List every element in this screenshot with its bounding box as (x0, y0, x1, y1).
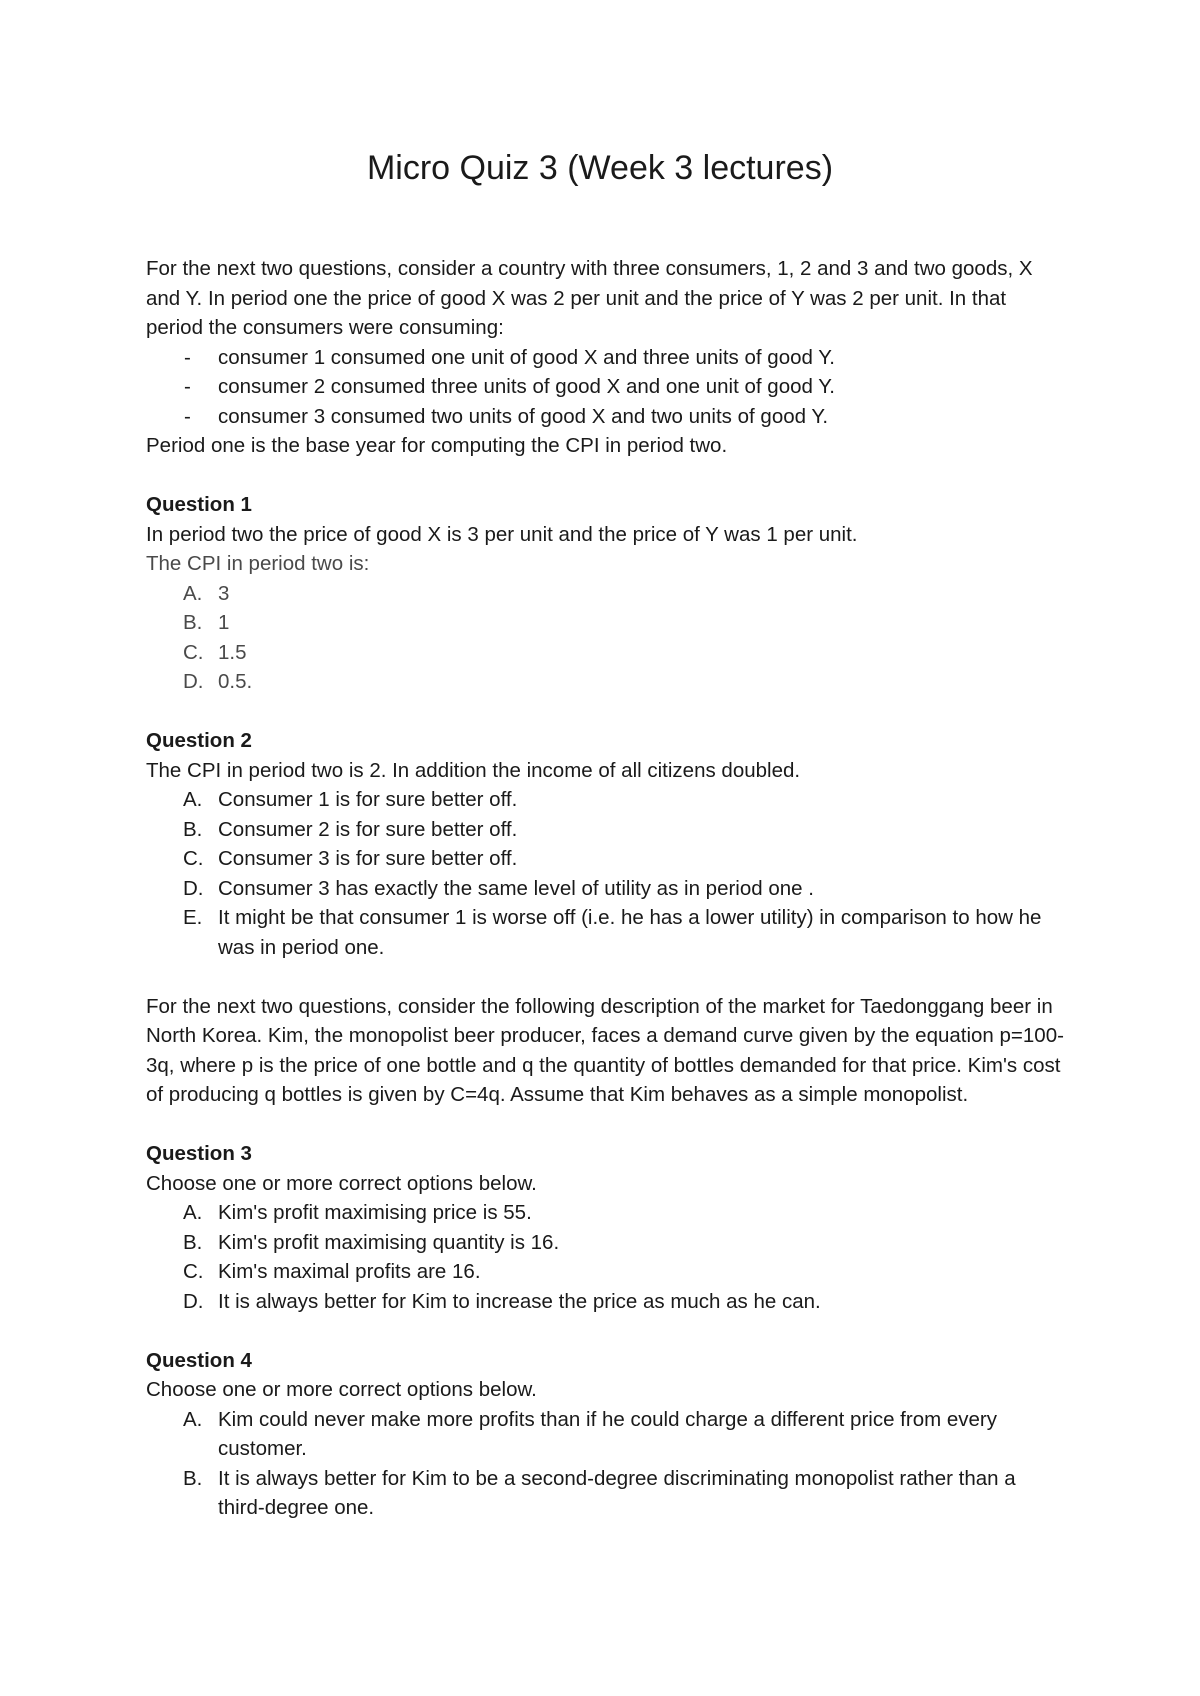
list-item-text: consumer 3 consumed two units of good X and two units of good Y. (218, 404, 829, 428)
option-text: 1.5 (218, 640, 247, 664)
option-item (146, 1198, 1066, 1228)
option-marker: A. (183, 1407, 203, 1431)
intro-paragraph-1: For the next two questions, consider a country with three consumers, 1, 2 and 3 and two goods, X and Y. In period one the price of good X was 2 per unit and the price of Y was 2 per unit. In that period the consumers were consuming: (146, 257, 1033, 339)
option-marker: A. (183, 1201, 203, 1224)
option-marker: D. (183, 670, 204, 693)
option-item (146, 608, 1066, 638)
option-item (146, 667, 1066, 697)
spacer (146, 697, 1066, 727)
option-item (146, 1287, 1066, 1317)
option-text: It might be that consumer 1 is worse off (i.e. he has a lower utility) in comparison to how he was in period one. (218, 906, 1042, 959)
option-text: Kim's profit maximising quantity is 16. (218, 1230, 560, 1254)
option-item (146, 903, 1066, 962)
option-item (146, 815, 1066, 845)
option-marker: C. (183, 1260, 204, 1283)
list-marker: - (184, 345, 191, 369)
option-text: 0.5. (218, 670, 253, 693)
option-item (146, 1464, 1066, 1523)
question-1-options (146, 579, 1066, 697)
option-marker: B. (183, 1466, 203, 1490)
question-4-line-1: Choose one or more correct options below. (146, 1378, 537, 1401)
spacer (146, 461, 1066, 491)
option-marker: D. (183, 1289, 204, 1313)
option-text: Kim's profit maximising price is 55. (218, 1201, 532, 1224)
question-4-heading: Question 4 (146, 1348, 252, 1372)
option-marker: A. (183, 581, 203, 605)
intro-closing: Period one is the base year for computing the CPI in period two. (146, 434, 728, 457)
page-title: Micro Quiz 3 (Week 3 lectures) (366, 149, 834, 187)
option-text: It is always better for Kim to be a second-degree discriminating monopolist rather than a third-degree one. (218, 1466, 1016, 1519)
list-item (146, 343, 1066, 373)
option-text: Consumer 3 is for sure better off. (218, 847, 518, 870)
option-text: 1 (218, 611, 230, 634)
list-item (146, 372, 1066, 402)
option-text: Kim's maximal profits are 16. (218, 1260, 481, 1283)
document-body (146, 254, 1066, 1523)
question-1-line-2: The CPI in period two is: (146, 552, 370, 575)
option-item (146, 874, 1066, 904)
question-3-heading: Question 3 (146, 1142, 252, 1165)
option-text: 3 (218, 581, 230, 605)
spacer (146, 962, 1066, 992)
option-text: Consumer 3 has exactly the same level of utility as in period one . (218, 876, 814, 900)
question-4-options (146, 1405, 1066, 1523)
option-text: Consumer 2 is for sure better off. (218, 817, 518, 841)
option-marker: B. (183, 611, 203, 634)
option-item (146, 1257, 1066, 1287)
spacer (146, 1316, 1066, 1346)
question-2-line-1: The CPI in period two is 2. In addition the income of all citizens doubled. (146, 758, 801, 782)
option-marker: B. (183, 1230, 203, 1254)
option-marker: E. (183, 906, 203, 929)
question-1-line-1: In period two the price of good X is 3 per unit and the price of Y was 1 per unit. (146, 522, 858, 546)
question-1-heading: Question 1 (146, 493, 252, 516)
option-text: Kim could never make more profits than if he could charge a different price from every customer. (218, 1407, 997, 1460)
consumer-list (146, 343, 1066, 432)
list-item (146, 402, 1066, 432)
list-item-text: consumer 1 consumed one unit of good X and three units of good Y. (218, 345, 835, 369)
option-item (146, 1405, 1066, 1464)
question-3-line-1: Choose one or more correct options below. (146, 1171, 537, 1195)
option-marker: D. (183, 876, 204, 900)
option-marker: C. (183, 640, 204, 664)
list-marker: - (184, 375, 191, 398)
option-marker: B. (183, 817, 203, 841)
option-item (146, 785, 1066, 815)
option-item (146, 579, 1066, 609)
option-item (146, 1228, 1066, 1258)
question-2-options (146, 785, 1066, 962)
list-item-text: consumer 2 consumed three units of good X and one unit of good Y. (218, 375, 835, 398)
option-text: It is always better for Kim to increase the price as much as he can. (218, 1289, 821, 1313)
option-marker: A. (183, 788, 203, 811)
question-3-options (146, 1198, 1066, 1316)
option-item (146, 844, 1066, 874)
spacer (146, 1110, 1066, 1140)
option-item (146, 638, 1066, 668)
intro-paragraph-2: For the next two questions, consider the following description of the market for Taedonggang beer in North Korea. Kim, the monopolist beer producer, faces a demand curve given by the equation p=100-3q, where p is the price of one bottle and q the quantity of bottles demanded for that price. Kim's cost of producing q bottles is given by C=4q. Assume that Kim behaves as a simple monopolist. (146, 994, 1064, 1106)
option-text: Consumer 1 is for sure better off. (218, 788, 518, 811)
question-2-heading: Question 2 (146, 729, 252, 752)
list-marker: - (184, 404, 191, 428)
option-marker: C. (183, 847, 204, 870)
